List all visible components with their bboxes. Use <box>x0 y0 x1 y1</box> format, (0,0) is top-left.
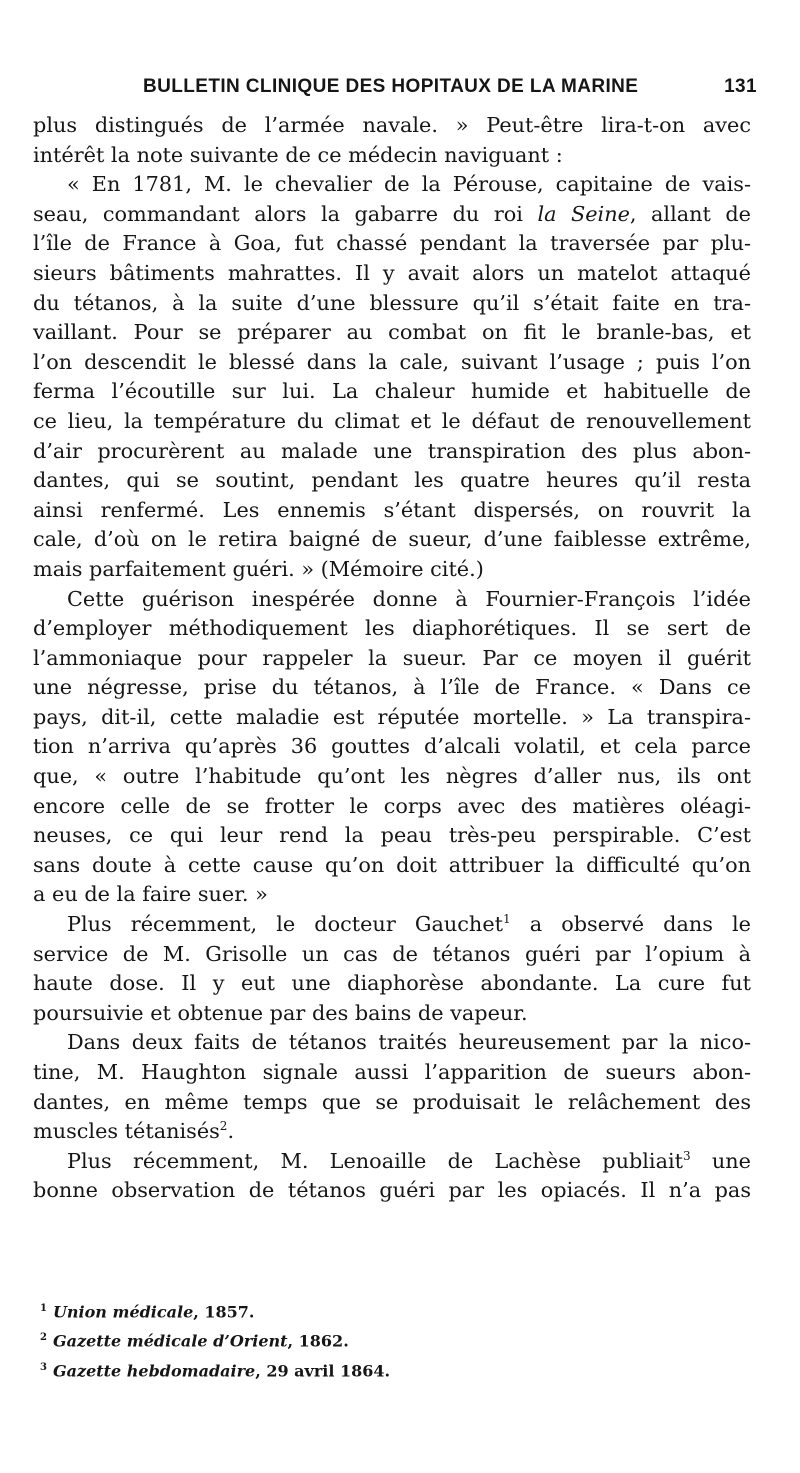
line-text: . <box>227 1119 235 1144</box>
text-line: haute dose. Il y eut une diaphorèse abondante. La cure fut <box>33 971 751 996</box>
text-line: l’on descendit le blessé dans la cale, suivant l’usage ; puis l’on <box>33 349 751 374</box>
text-line: l’île de France à Goa, fut chassé pendant la traversée par plu- <box>33 231 751 256</box>
text-line: d’employer méthodiquement les diaphorétiques. Il se sert de <box>33 616 751 641</box>
text-line: seau, commandant alors la gabarre du roi la Seine, allant de <box>33 201 751 226</box>
footnote-ref: 3 <box>683 1148 691 1163</box>
text-line: encore celle de se frotter le corps avec des matières oléagi- <box>33 793 751 818</box>
text-line: poursuivie et obtenue par des bains de vapeur. <box>33 1000 528 1025</box>
text-line: dantes, qui se soutint, pendant les quatre heures qu’il resta <box>33 468 751 493</box>
ship-name: la Seine <box>537 201 630 226</box>
text-line: une négresse, prise du tétanos, à l’île de France. « Dans ce <box>33 675 751 700</box>
line-text: Plus récemment, le docteur Gauchet <box>67 912 503 937</box>
text-line: intérêt la note suivante de ce médecin naviguant : <box>33 142 563 167</box>
footnotes <box>40 1296 740 1384</box>
text-line: ce lieu, la température du climat et le défaut de renouvellement <box>33 408 751 433</box>
text-line: ainsi renfermé. Les ennemis s’étant dispersés, on rouvrit la <box>33 497 751 522</box>
body-text <box>33 111 751 1206</box>
text-line: sans doute à cette cause qu’on doit attribuer la difficulté qu’on <box>33 852 751 877</box>
text-line: Cette guérison inespérée donne à Fournier-François l’idée <box>67 586 751 611</box>
text-line: dantes, en même temps que se produisait le relâchement des <box>33 1089 751 1114</box>
footnote-detail: , 29 avril 1864. <box>255 1360 391 1380</box>
line-text: une <box>690 1148 751 1173</box>
footnote-marker: 3 <box>40 1361 47 1373</box>
footnote-source: Union médicale <box>52 1302 194 1322</box>
text-line: service de M. Grisolle un cas de tétanos guéri par l’opium à <box>33 941 751 966</box>
text-line: cale, d’où on le retira baigné de sueur, d’une faiblesse extrême, <box>33 527 751 552</box>
line-text: a observé dans le <box>510 912 751 937</box>
text-line: que, « outre l’habitude qu’ont les nègres d’aller nus, ils ont <box>33 764 751 789</box>
footnote <box>40 1355 740 1384</box>
text-line: pays, dit-il, cette maladie est réputée mortelle. » La transpira- <box>33 704 751 729</box>
text-line: tion n’arriva qu’après 36 gouttes d’alcali volatil, et cela parce <box>33 734 751 759</box>
footnote-detail: , 1862. <box>287 1331 349 1351</box>
text-line: vaillant. Pour se préparer au combat on fit le branle-bas, et <box>33 320 751 345</box>
text-line: bonne observation de tétanos guéri par les opiacés. Il n’a pas <box>33 1178 751 1203</box>
page-header <box>35 76 757 102</box>
text-line <box>33 910 751 940</box>
footnote <box>40 1296 740 1325</box>
page-number: 131 <box>724 76 757 97</box>
text-line: « En 1781, M. le chevalier de la Pérouse, capitaine de vais- <box>67 172 751 197</box>
text-line: a eu de la faire suer. » <box>33 882 268 907</box>
text-line: sieurs bâtiments mahrattes. Il y avait alors un matelot attaqué <box>33 260 751 285</box>
footnote <box>40 1325 740 1354</box>
running-title: BULLETIN CLINIQUE DES HOPITAUX DE LA MARINE <box>143 76 639 97</box>
text-line <box>33 1147 751 1177</box>
text-line: plus distingués de l’armée navale. » Peut-être lira-t-on avec <box>33 113 751 137</box>
text-line: tine, M. Haughton signale aussi l’apparition de sueurs abon- <box>33 1060 751 1084</box>
footnote-ref: 2 <box>219 1119 228 1134</box>
footnote-ref: 1 <box>502 912 511 927</box>
footnote-marker: 2 <box>40 1332 47 1344</box>
text-line: l’ammoniaque pour rappeler la sueur. Par ce moyen il guérit <box>33 645 751 670</box>
text-line: du tétanos, à la suite d’une blessure qu’il s’était faite en tra- <box>33 290 751 315</box>
text-line <box>33 1117 751 1147</box>
text-line: neuses, ce qui leur rend la peau très-peu perspirable. C’est <box>33 823 751 848</box>
line-text: Plus récemment, M. Lenoaille de Lachèse publiait <box>67 1148 683 1173</box>
text-line: ferma l’écoutille sur lui. La chaleur humide et habituelle de <box>33 379 751 404</box>
footnote-source: Gazette médicale d’Orient <box>52 1331 288 1351</box>
footnote-source: Gazette hebdomadaire <box>52 1360 256 1380</box>
footnote-marker: 1 <box>40 1303 47 1314</box>
footnote-detail: , 1857. <box>193 1302 255 1322</box>
text-line: mais parfaitement guéri. » (Mémoire cité.) <box>33 556 484 581</box>
text-line: Dans deux faits de tétanos traités heureusement par la nico- <box>67 1030 751 1055</box>
text-line: d’air procurèrent au malade une transpiration des plus abon- <box>33 438 751 463</box>
line-text: muscles tétanisés <box>33 1119 220 1144</box>
